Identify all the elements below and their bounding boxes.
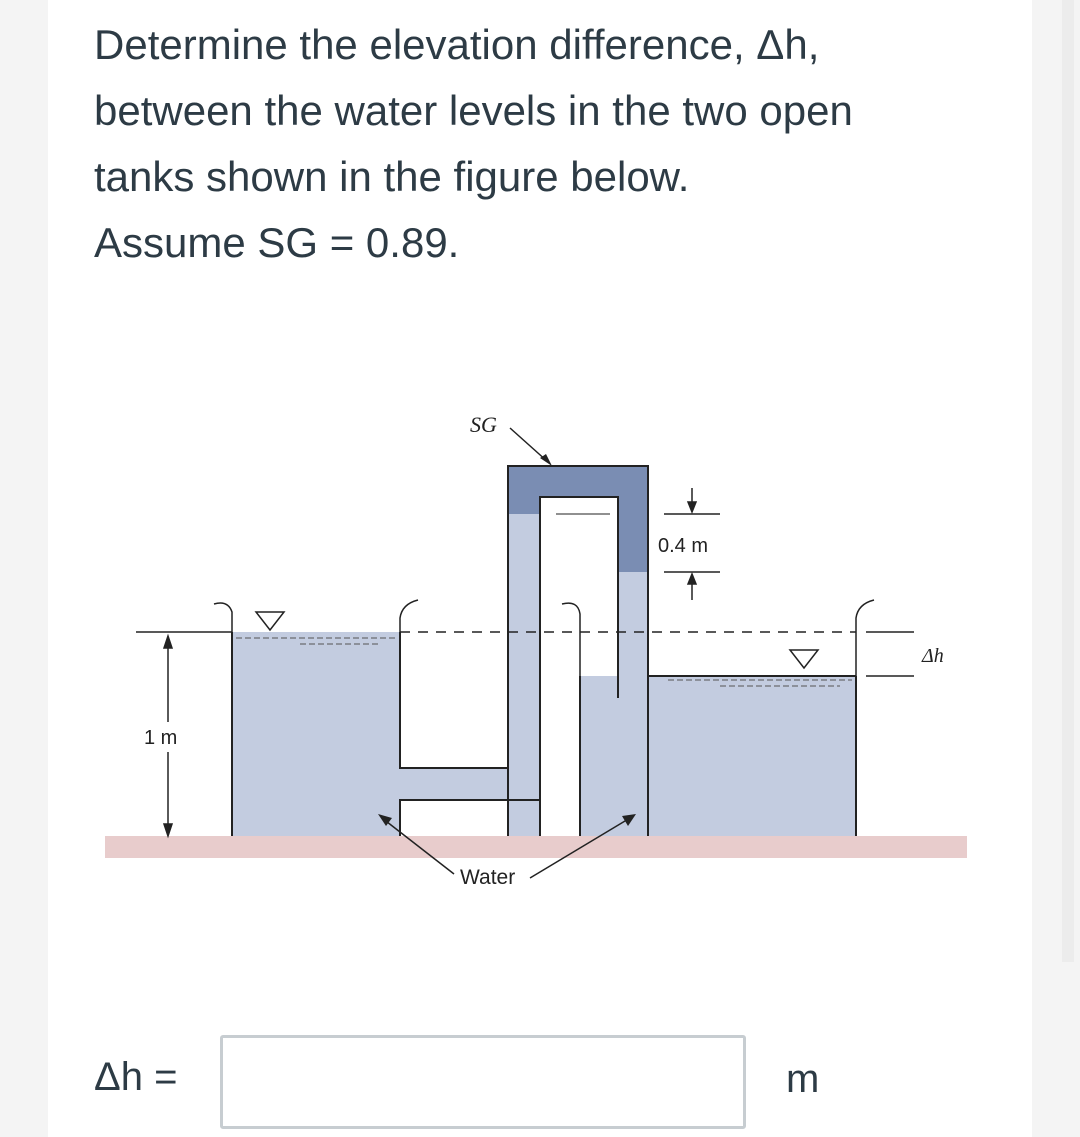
page-left-margin — [0, 0, 48, 1137]
water-label: Water — [460, 866, 516, 889]
answer-label: Δh = — [94, 1055, 178, 1099]
left-pipe-water — [400, 768, 508, 800]
dim-1m-label: 1 m — [144, 727, 178, 749]
left-leg-water — [508, 514, 540, 836]
right-wall-curl-2 — [856, 600, 874, 676]
tank-manometer-figure — [100, 400, 980, 900]
dim-04-label: 0.4 m — [658, 535, 709, 557]
question-line-4: Assume SG = 0.89. — [94, 219, 460, 266]
manometer-gap — [540, 514, 580, 836]
right-surface-triangle — [790, 650, 818, 668]
manometer-gap-right — [580, 514, 618, 676]
dim-1m-arrow-up — [164, 636, 172, 648]
question-line-2: between the water levels in the two open — [94, 87, 853, 134]
ground-strip — [105, 836, 967, 858]
dim-1m-arrow-down — [164, 824, 172, 836]
scrollbar[interactable] — [1062, 0, 1074, 962]
left-surface-triangle — [256, 612, 284, 630]
dh-figure-label: Δh — [922, 645, 944, 667]
left-pipe-cavity — [400, 632, 508, 768]
answer-row — [94, 1035, 994, 1135]
right-tank-water — [580, 676, 856, 836]
left-wall-curl-1 — [214, 603, 232, 632]
question-line-3: tanks shown in the figure below. — [94, 153, 690, 200]
dim-04-arrow-down — [688, 502, 696, 512]
left-wall-curl-2 — [400, 600, 418, 632]
sg-label: SG — [470, 412, 497, 437]
question-text — [94, 12, 994, 276]
left-tank-water — [232, 632, 400, 836]
question-line-1: Determine the elevation difference, Δh, — [94, 21, 820, 68]
answer-unit: m — [786, 1057, 820, 1101]
answer-input[interactable] — [220, 1035, 746, 1129]
dim-04-arrow-up — [688, 574, 696, 584]
